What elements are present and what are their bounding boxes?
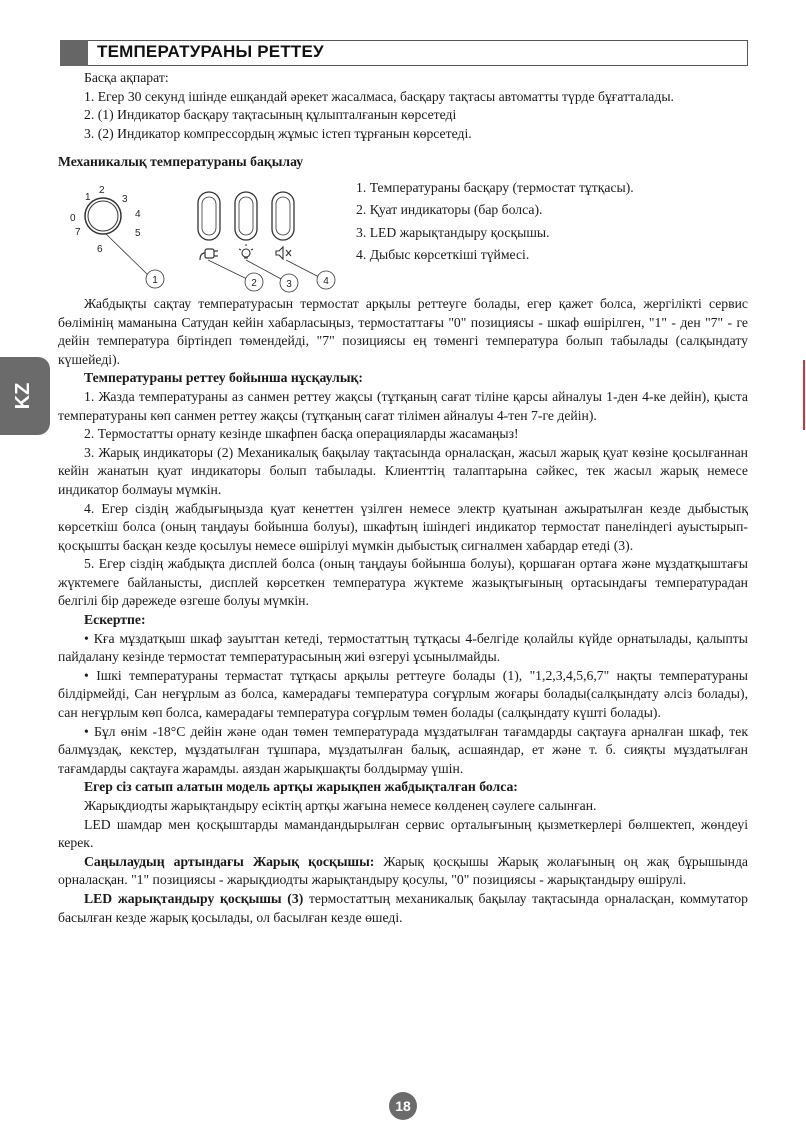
dial-number-7: 7	[75, 226, 81, 238]
language-tab	[0, 357, 50, 435]
led-switch-paragraph	[58, 890, 748, 927]
page-number: 18	[389, 1092, 417, 1120]
thermostat-knob	[85, 198, 121, 234]
edge-marker	[803, 360, 805, 430]
rear-switch-title: Саңылаудың артындағы Жарық қосқышы:	[84, 853, 375, 869]
power-indicator-window-inner	[202, 197, 216, 235]
dial-number-4: 4	[135, 208, 141, 220]
dial-number-6: 6	[97, 243, 103, 255]
instruction-5: 5. Егер сіздің жабдықта дисплей болса (оның таңдауы бойынша болуы), қоршаған ортаға және мұздатқыштағы жүктемеге байланысты, дисплей көрсеткен температура жүктеме жазықтығының ортасындағы температурадан белгілі бір дәрежеде өзгеше болуы мүмкін.	[58, 556, 748, 609]
rear-switch-paragraph	[58, 853, 748, 890]
plug-icon	[200, 249, 218, 260]
dial-number-0: 0	[70, 212, 76, 224]
thermostat-knob-inner	[88, 201, 118, 231]
intro-line-2: 2. (1) Индикатор басқару тақтасының құлыпталғанын көрсетеді	[84, 107, 457, 123]
sound-button-window-inner	[276, 197, 290, 235]
instruction-1: 1. Жазда температураны аз санмен реттеу жақсы (тұтқаның сағат тіліне қарсы айналуы 1-ден 4-ке дейін), қыста температураны көп санмен реттеу жақсы (тұтқаның сағат тілімен айналуы 4-тен 7-ге дейін).	[58, 388, 748, 423]
callout-lines	[106, 234, 319, 280]
power-indicator-window	[198, 192, 220, 240]
led-switch-text: термостаттың механикалық бақылау тақтасында орналасқан, коммутатор басылған кезде жарық қосылады, ол басылған кезде өшеді.	[58, 890, 748, 925]
note-1: • Кға мұздатқыш шкаф зауыттан кетеді, термостаттың тұтқасы 4-белгіде қолайлы күйде орнатылады, қалыпты пайдалану кезінде термостат температурасының жиі өзгеруі ұсынылмайды.	[58, 630, 748, 665]
dial-number-3: 3	[122, 193, 128, 205]
thermostat-paragraph: Жабдықты сақтау температурасын термостат арқылы реттеуге болады, егер қажет болса, жергілікті сервис бөлімінің маманына Сатудан кейін хабарласыңыз, термостаттағы "0" позициясы - шкаф өшірілген, "1" - ден "7" - ге дейін температура біртіндеп төмендейді, "7" позициясы ең төменгі температура болып табылады (салқындату күшейеді).	[58, 295, 748, 367]
sound-button-window	[272, 192, 294, 240]
note-3: • Бұл өнім -18°C дейін және одан төмен температурада мұздатылған тағамдарды сақтауға арналған шкаф, тек балмұздақ, кекстер, мұздатылған тұшпара, мұздатылған балық, асшаяндар, ет және т. б. сияқты мұздатылған тағамдарды сақтауға жарамды. аяздан жарықшақты болдырмау үшін.	[58, 723, 748, 776]
instruction-2: 2. Термостатты орнату кезінде шкафпен басқа операцияларды жасамаңыз!	[84, 426, 519, 442]
mech-heading: Механикалық температураны бақылау	[58, 154, 304, 170]
mech-section	[58, 172, 748, 295]
backlight-heading: Егер сіз сатып алатын модель артқы жарықпен жабдықталған болса:	[84, 779, 518, 795]
intro-line-0: Басқа ақпарат:	[84, 70, 169, 85]
dial-number-2: 2	[99, 184, 105, 196]
dial-number-5: 5	[135, 227, 141, 239]
mech-item-3: 3. LED жарықтандыру қосқышы.	[356, 224, 550, 240]
intro-line-3: 3. (2) Индикатор компрессордың жұмыс істеп тұрғанын көрсетеді.	[84, 125, 472, 141]
led-switch-title: LED жарықтандыру қосқышы (3)	[84, 890, 304, 906]
language-tab-label: KZ	[11, 382, 34, 410]
backlight-line-2: LED шамдар мен қосқыштарды мамандандырылған сервис орталығының қызметкерлері бөлшектеп, жөндеуі керек.	[58, 816, 748, 851]
instruction-4: 4. Егер сіздің жабдығыңызда қуат кенеттен үзілген немесе электр қуатынан ажыратылған кезде дыбыстық көрсеткіш болса (оның таңдауы бойынша болуы), шкафтың ішіндегі индикатор термостат панеліндегі ауыстырып-қосқышты басқан кезде қосылуы немесе өшірілуі мүмкін дыбыстық сигналмен хабардар етеді (3).	[58, 500, 748, 553]
mech-item-2: 2. Қуат индикаторы (бар болса).	[356, 202, 543, 218]
callout-1-label: 1	[152, 274, 158, 286]
intro-line-1: 1. Егер 30 секунд ішінде ешқандай әрекет жасалмаса, басқару тақтасы автоматты түрде бұғатталады.	[84, 88, 674, 104]
callout-4-label: 4	[323, 275, 329, 287]
section-header	[60, 40, 748, 66]
note-heading: Ескертпе:	[84, 612, 146, 628]
led-switch-window	[235, 192, 257, 240]
header-marker	[60, 40, 88, 66]
rear-switch-text: Жарық қосқышы Жарық жолағының оң жақ бұрышында орналасқан. "1" позициясы - жарықдиодты жарықтандыру қосулы, "0" позициясы - жарықтандыру өшірулі.	[58, 853, 748, 888]
dial-number-1: 1	[85, 191, 91, 203]
note-2: • Ішкі температураны термастат тұтқасы арқылы реттеуге болады (1), "1,2,3,4,5,6,7" нақты температураны білдірмейді, Сан неғұрлым аз болса, камерадағы температура соғұрлым жоғары болады(салқындату әлсіз болады), сан неғұрлым көп болса, камерадағы температура соғұрлым төмен болады (салқындату күшті болады).	[58, 667, 748, 721]
callout-2-label: 2	[251, 277, 257, 289]
speaker-mute-icon	[276, 247, 291, 259]
backlight-line-1: Жарықдиодты жарықтандыру есіктің артқы жағына немесе көлденең сәулеге салынған.	[84, 798, 597, 813]
instructions-heading: Температураны реттеу бойынша нұсқаулық:	[84, 370, 363, 386]
document-body	[58, 69, 748, 927]
callout-3-label: 3	[286, 278, 292, 290]
control-panel-diagram	[58, 172, 348, 295]
led-switch-window-inner	[239, 197, 253, 235]
mech-item-1: 1. Температураны басқару (термостат тұтқасы).	[356, 179, 634, 195]
bulb-icon	[239, 244, 253, 258]
mech-item-4: 4. Дыбыс көрсеткіші түймесі.	[356, 247, 530, 263]
instruction-3: 3. Жарық индикаторы (2) Механикалық бақылау тақтасында орналасқан, жасыл жарық қуат көзіне қосылғаннан кейін жанатын қуат индикаторы болып табылады. Клиенттің талаптарына сәйкес, тек жасыл жарық немесе индикатор болмауы мүмкін.	[58, 444, 748, 497]
page-title: ТЕМПЕРАТУРАНЫ РЕТТЕУ	[97, 42, 324, 61]
mech-legend	[356, 177, 748, 267]
